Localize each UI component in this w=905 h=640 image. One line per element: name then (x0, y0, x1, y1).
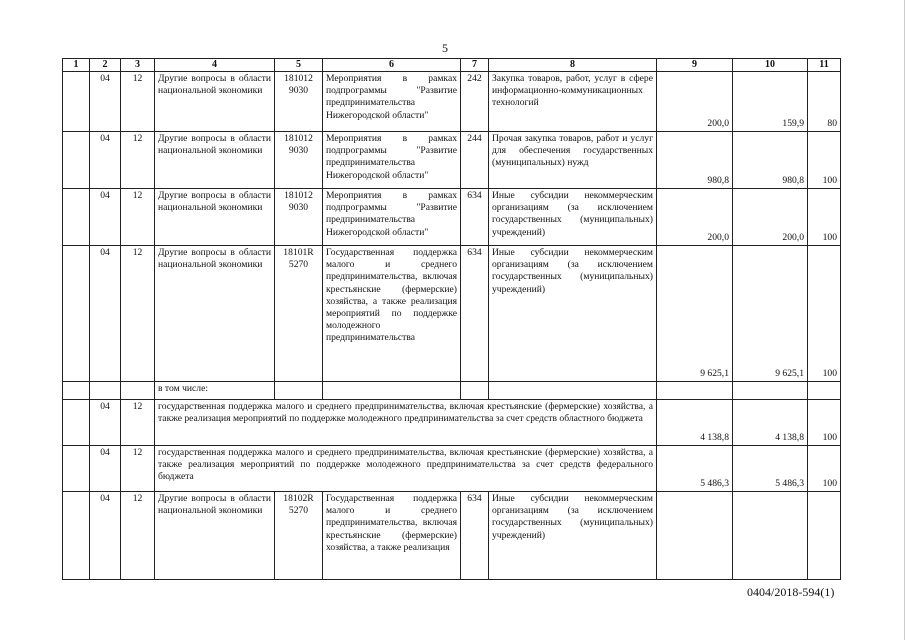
cell (657, 382, 733, 400)
cell (63, 400, 90, 446)
table-row (63, 72, 841, 132)
cell: 12 (121, 132, 155, 189)
cell: 200,0 (733, 189, 808, 246)
cell: 04 (90, 132, 121, 189)
cell (63, 382, 90, 400)
cell (489, 382, 657, 400)
cell (733, 492, 808, 580)
cell: Государственная поддержка малого и среднего предпринимательства, включая крестьянские (фермерские) хозяйства, а также реализация мероприятий по поддержке молодежного предпринимательства (323, 246, 461, 382)
cell: 4 138,8 (733, 400, 808, 446)
cell (461, 382, 489, 400)
cell: 100 (808, 189, 841, 246)
cell (733, 382, 808, 400)
cell: 181012 9030 (275, 132, 323, 189)
cell: Мероприятия в рамках подпрограммы "Развитие предпринимательства Нижегородской области" (323, 132, 461, 189)
cell: 159,9 (733, 72, 808, 132)
cell: 100 (808, 400, 841, 446)
cell: 980,8 (733, 132, 808, 189)
cell: Другие вопросы в области национальной экономики (155, 492, 275, 580)
col-header: 8 (489, 59, 657, 72)
cell: 9 625,1 (657, 246, 733, 382)
cell: 200,0 (657, 189, 733, 246)
cell: 5 486,3 (733, 446, 808, 492)
col-header: 1 (63, 59, 90, 72)
col-header: 2 (90, 59, 121, 72)
cell (808, 492, 841, 580)
cell: 12 (121, 72, 155, 132)
cell: 634 (461, 246, 489, 382)
col-header: 5 (275, 59, 323, 72)
cell: 18102R 5270 (275, 492, 323, 580)
cell: 12 (121, 246, 155, 382)
table-row (63, 246, 841, 382)
table-row (63, 400, 841, 446)
cell (63, 72, 90, 132)
col-header: 6 (323, 59, 461, 72)
page-number: 5 (442, 41, 448, 55)
col-header: 10 (733, 59, 808, 72)
col-header: 9 (657, 59, 733, 72)
cell: 04 (90, 189, 121, 246)
document-number: 0404/2018-594(1) (747, 585, 835, 599)
table-row (63, 446, 841, 492)
cell (657, 492, 733, 580)
budget-table (62, 58, 841, 580)
cell: 04 (90, 72, 121, 132)
cell: 12 (121, 400, 155, 446)
cell: 100 (808, 132, 841, 189)
cell: 12 (121, 492, 155, 580)
cell (90, 382, 121, 400)
cell: Другие вопросы в области национальной экономики (155, 246, 275, 382)
table-row (63, 492, 841, 580)
cell (63, 446, 90, 492)
cell: 80 (808, 72, 841, 132)
cell: Мероприятия в рамках подпрограммы "Развитие предпринимательства Нижегородской области" (323, 189, 461, 246)
cell: Прочая закупка товаров, работ и услуг для обеспечения государственных (муниципальных) нужд (489, 132, 657, 189)
col-header: 3 (121, 59, 155, 72)
table-row (63, 132, 841, 189)
cell: 100 (808, 246, 841, 382)
cell (275, 382, 323, 400)
cell (121, 382, 155, 400)
cell: 04 (90, 492, 121, 580)
table-row (63, 189, 841, 246)
cell: 181012 9030 (275, 189, 323, 246)
cell: Иные субсидии некоммерческим организациям (за исключением государственных (муниципальных) учреждений) (489, 492, 657, 580)
cell: 244 (461, 132, 489, 189)
cell: 980,8 (657, 132, 733, 189)
cell: Закупка товаров, работ, услуг в сфере информационно-коммуникационных технологий (489, 72, 657, 132)
cell: 12 (121, 189, 155, 246)
cell: 4 138,8 (657, 400, 733, 446)
cell: 200,0 (657, 72, 733, 132)
cell: 04 (90, 446, 121, 492)
including-row (63, 382, 841, 400)
cell: 100 (808, 446, 841, 492)
cell: Другие вопросы в области национальной экономики (155, 72, 275, 132)
cell: Другие вопросы в области национальной экономики (155, 132, 275, 189)
cell: 242 (461, 72, 489, 132)
cell: Иные субсидии некоммерческим организациям (за исключением государственных (муниципальных) учреждений) (489, 246, 657, 382)
cell (808, 382, 841, 400)
cell: государственная поддержка малого и среднего предпринимательства, включая крестьянские (фермерские) хозяйства, а также реализация мероприятий по поддержке молодежного предпринимательства за счет средств федерального бюджета (155, 446, 657, 492)
cell: 181012 9030 (275, 72, 323, 132)
cell: Другие вопросы в области национальной экономики (155, 189, 275, 246)
col-header: 7 (461, 59, 489, 72)
cell (323, 382, 461, 400)
cell: 9 625,1 (733, 246, 808, 382)
cell: 12 (121, 446, 155, 492)
header-row (63, 59, 841, 72)
cell: 5 486,3 (657, 446, 733, 492)
cell (63, 246, 90, 382)
cell: 634 (461, 189, 489, 246)
cell (63, 132, 90, 189)
col-header: 11 (808, 59, 841, 72)
cell (63, 189, 90, 246)
cell: 18101R 5270 (275, 246, 323, 382)
cell (63, 492, 90, 580)
cell: Государственная поддержка малого и среднего предпринимательства, включая крестьянские (фермерские) хозяйства, а также реализация (323, 492, 461, 580)
cell: Мероприятия в рамках подпрограммы "Развитие предпринимательства Нижегородской области" (323, 72, 461, 132)
col-header: 4 (155, 59, 275, 72)
cell: государственная поддержка малого и среднего предпринимательства, включая крестьянские (фермерские) хозяйства, а также реализация мероприятий по поддержке молодежного предпринимательства за счет средств областного бюджета (155, 400, 657, 446)
cell: 04 (90, 400, 121, 446)
cell: 634 (461, 492, 489, 580)
cell: Иные субсидии некоммерческим организациям (за исключением государственных (муниципальных) учреждений) (489, 189, 657, 246)
including-label: в том числе: (155, 382, 275, 400)
cell: 04 (90, 246, 121, 382)
